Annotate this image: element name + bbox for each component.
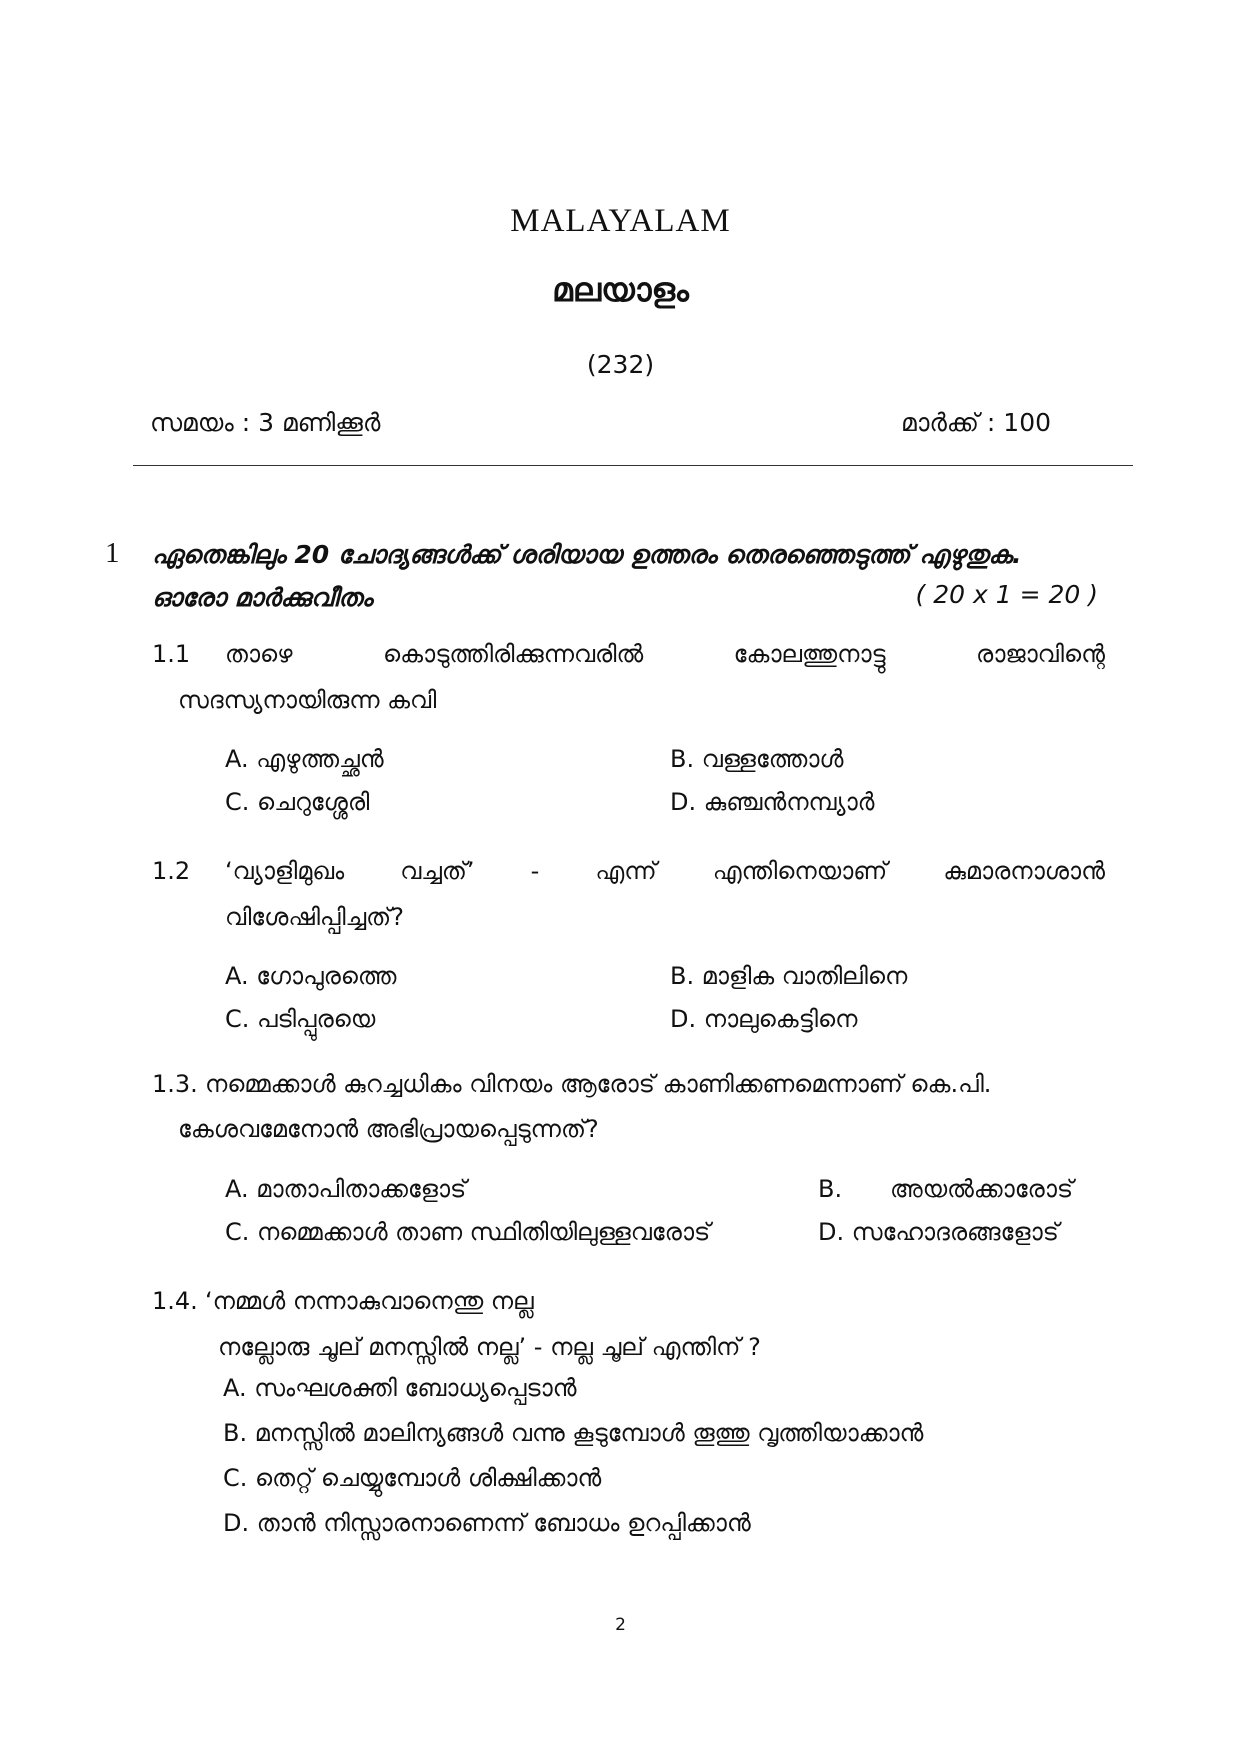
question-number: 1.4.	[152, 1287, 198, 1315]
option-d: D. കുഞ്ചൻനമ്പ്യാർ	[670, 788, 875, 816]
question-number: 1.3.	[152, 1070, 198, 1098]
question-number: 1.1	[152, 640, 191, 668]
question-word: ‘വ്യാളിമുഖം	[225, 857, 345, 885]
question-text-line: നല്ലോരു ചൂല് മനസ്സിൽ നല്ല’ - നല്ല ചൂല് എന്തിന് ?	[218, 1333, 761, 1361]
question-text-line: നമ്മെക്കാൾ കുറച്ചധികം വിനയം ആരോട് കാണിക്കണമെന്നാണ് കെ.പി.	[205, 1070, 992, 1098]
option-d: D. നാലുകെട്ടിനെ	[670, 1005, 858, 1033]
question-text-line	[225, 640, 1105, 668]
header-divider	[133, 465, 1133, 466]
question-word: കുമാരനാശാൻ	[943, 857, 1105, 885]
question-text-line: സദസ്യനായിരുന്ന കവി	[178, 686, 437, 714]
section-instruction-marks-note: ഓരോ മാർക്കുവീതം	[152, 583, 373, 612]
option-c: C. തെറ്റ് ചെയ്യുമ്പോൾ ശിക്ഷിക്കാൻ	[223, 1464, 602, 1492]
option-b: B.	[818, 1175, 843, 1203]
option-a: A. എഴുത്തച്ഛൻ	[225, 745, 384, 773]
question-text-line: കേശവമേനോൻ അഭിപ്രായപ്പെടുന്നത്?	[178, 1115, 599, 1143]
question-word: -	[530, 857, 540, 885]
option-d: D. സഹോദരങ്ങളോട്	[818, 1218, 1059, 1246]
question-word: എന്തിനെയാണ്	[712, 857, 888, 885]
question-word: താഴെ	[225, 640, 293, 668]
question-word: വച്ചത്’	[400, 857, 475, 885]
option-b-text: അയൽക്കാരോട്	[890, 1175, 1074, 1203]
subject-code: (232)	[586, 350, 655, 379]
question-number: 1.2	[152, 857, 191, 885]
option-b: B. വള്ളത്തോൾ	[670, 745, 844, 773]
option-a: A. സംഘശക്തി ബോധ്യപ്പെടാൻ	[223, 1374, 577, 1402]
total-marks: മാർക്ക് : 100	[901, 408, 1051, 437]
question-word: രാജാവിന്റെ	[976, 640, 1105, 668]
option-a: A. ഗോപുരത്തെ	[225, 962, 397, 990]
question-word: കോലത്തുനാട്ടു	[733, 640, 886, 668]
option-c: C. പടിപ്പുരയെ	[225, 1005, 376, 1033]
page-number: 2	[615, 1615, 626, 1635]
exam-duration: സമയം : 3 മണിക്കൂർ	[150, 408, 381, 437]
question-word: എന്ന്	[595, 857, 657, 885]
exam-title-english: MALAYALAM	[510, 203, 731, 239]
question-word: കൊടുത്തിരിക്കുന്നവരിൽ	[383, 640, 644, 668]
section-instruction: ഏതെങ്കിലും 20 ചോദ്യങ്ങൾക്ക് ശരിയായ ഉത്തരം തെരഞ്ഞെടുത്ത് എഴുതുക.	[152, 540, 1022, 569]
section-number: 1	[105, 537, 120, 569]
option-c: C. നമ്മെക്കാൾ താണ സ്ഥിതിയിലുള്ളവരോട്	[225, 1218, 711, 1246]
option-c: C. ചെറുശ്ശേരി	[225, 788, 370, 816]
exam-title-malayalam: മലയാളം	[552, 270, 689, 309]
question-text-line	[225, 857, 1105, 885]
option-d: D. താൻ നിസ്സാരനാണെന്ന് ബോധം ഉറപ്പിക്കാൻ	[223, 1509, 751, 1537]
section-marks-scheme: ( 20 x 1 = 20 )	[915, 580, 1098, 609]
question-text-line: ‘നമ്മൾ നന്നാകുവാനെന്തു നല്ല	[205, 1287, 534, 1315]
option-a: A. മാതാപിതാക്കളോട്	[225, 1175, 467, 1203]
option-b: B. മനസ്സിൽ മാലിന്യങ്ങൾ വന്നു കൂടുമ്പോൾ തൂത്തു വൃത്തിയാക്കാൻ	[223, 1419, 924, 1447]
option-b: B. മാളിക വാതിലിനെ	[670, 962, 908, 990]
question-text-line: വിശേഷിപ്പിച്ചത്?	[225, 903, 404, 931]
